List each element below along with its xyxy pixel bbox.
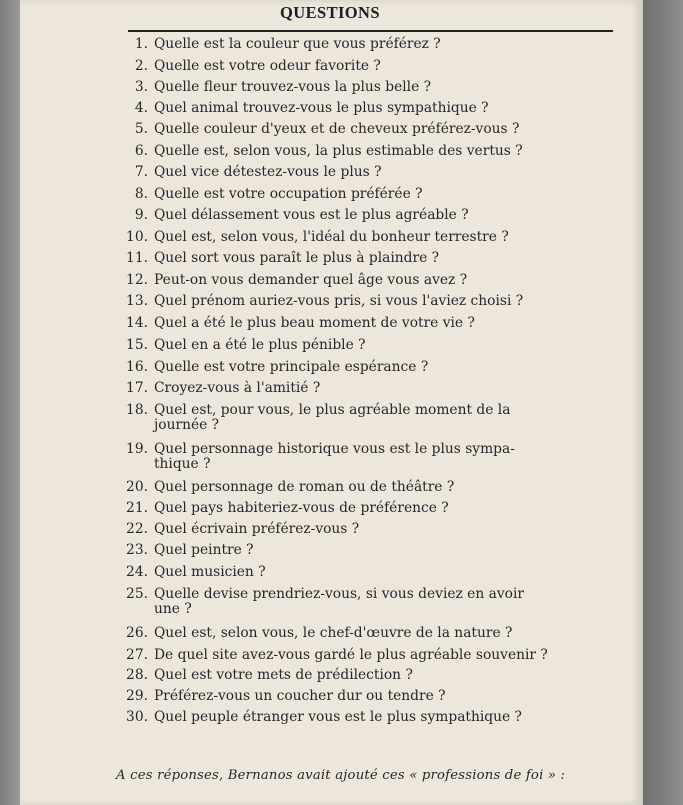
- question-text: Quel a été le plus beau moment de votre vie ?: [154, 315, 475, 331]
- question-text-continuation: journée ?: [154, 417, 220, 433]
- question-text-continuation: thique ?: [154, 456, 211, 472]
- question-item: [110, 122, 630, 137]
- question-text: Quelle est votre principale espérance ?: [154, 359, 429, 375]
- question-item: [110, 403, 630, 433]
- question-item: [110, 648, 630, 663]
- question-number: 30.: [126, 709, 148, 725]
- question-text: Quel est, selon vous, le chef-d'œuvre de la nature ?: [154, 625, 513, 641]
- page-title: QUESTIONS: [280, 3, 380, 22]
- question-item: [110, 710, 630, 725]
- question-text: Quel personnage de roman ou de théâtre ?: [154, 479, 455, 495]
- question-text: Quelle est votre odeur favorite ?: [154, 58, 381, 74]
- question-item: [110, 360, 630, 375]
- question-item: [110, 187, 630, 202]
- question-number: 22.: [126, 521, 148, 537]
- question-text: Quel sort vous paraît le plus à plaindre ?: [154, 250, 440, 266]
- question-item: [110, 668, 630, 683]
- question-number: 8.: [134, 186, 148, 202]
- question-item: [110, 37, 630, 52]
- question-item: [110, 522, 630, 537]
- question-number: 10.: [126, 229, 148, 245]
- question-item: [110, 144, 630, 159]
- question-text: Quel est votre mets de prédilection ?: [154, 667, 413, 683]
- question-number: 4.: [134, 100, 148, 116]
- question-number: 7.: [134, 164, 148, 180]
- question-item: [110, 294, 630, 309]
- question-item: [110, 316, 630, 331]
- question-text: Quel pays habiteriez-vous de préférence ?: [154, 500, 449, 516]
- question-number: 17.: [126, 380, 148, 396]
- question-item: [110, 208, 630, 223]
- question-number: 25.: [126, 586, 148, 602]
- question-item: [110, 501, 630, 516]
- question-number: 14.: [126, 315, 148, 331]
- question-number: 24.: [126, 564, 148, 580]
- question-item: [110, 338, 630, 353]
- question-item: [110, 381, 630, 396]
- question-text: Quel animal trouvez-vous le plus sympathique ?: [154, 100, 489, 116]
- question-item: [110, 251, 630, 266]
- scan-right-margin: [643, 0, 683, 805]
- question-item: [110, 565, 630, 580]
- question-number: 18.: [126, 402, 148, 418]
- question-number: 1.: [134, 36, 148, 52]
- footer-note: A ces réponses, Bernanos avait ajouté ces « professions de foi » :: [116, 768, 566, 783]
- question-number: 11.: [126, 250, 148, 266]
- question-text: Peut-on vous demander quel âge vous avez ?: [154, 272, 468, 288]
- question-item: [110, 442, 630, 472]
- question-number: 16.: [126, 359, 148, 375]
- question-text: Croyez-vous à l'amitié ?: [154, 380, 321, 396]
- question-text: Quel écrivain préférez-vous ?: [154, 521, 360, 537]
- question-number: 29.: [126, 688, 148, 704]
- question-number: 21.: [126, 500, 148, 516]
- question-item: [110, 689, 630, 704]
- question-number: 3.: [134, 79, 148, 95]
- question-number: 5.: [134, 121, 148, 137]
- question-text: Quelle est, selon vous, la plus estimable des vertus ?: [154, 143, 523, 159]
- question-number: 19.: [126, 441, 148, 457]
- question-number: 9.: [134, 207, 148, 223]
- question-text-continuation: une ?: [154, 601, 192, 617]
- question-text: Quel délassement vous est le plus agréable ?: [154, 207, 469, 223]
- question-number: 6.: [134, 143, 148, 159]
- question-number: 28.: [126, 667, 148, 683]
- question-number: 13.: [126, 293, 148, 309]
- question-text: Quel en a été le plus pénible ?: [154, 337, 366, 353]
- question-text: Quel peintre ?: [154, 542, 254, 558]
- question-text: Quelle devise prendriez-vous, si vous deviez en avoir: [154, 586, 524, 602]
- question-number: 2.: [134, 58, 148, 74]
- question-item: [110, 587, 630, 617]
- question-text: Quel vice détestez-vous le plus ?: [154, 164, 382, 180]
- question-text: Quel peuple étranger vous est le plus sympathique ?: [154, 709, 522, 725]
- title-underline: [128, 30, 613, 32]
- question-number: 27.: [126, 647, 148, 663]
- question-text: Quel est, selon vous, l'idéal du bonheur terrestre ?: [154, 229, 509, 245]
- question-item: [110, 80, 630, 95]
- book-page: [20, 0, 643, 805]
- question-text: Quelle est la couleur que vous préférez ?: [154, 36, 441, 52]
- question-item: [110, 165, 630, 180]
- question-number: 26.: [126, 625, 148, 641]
- question-number: 23.: [126, 542, 148, 558]
- question-text: Préférez-vous un coucher dur ou tendre ?: [154, 688, 446, 704]
- question-item: [110, 543, 630, 558]
- question-text: Quel prénom auriez-vous pris, si vous l'aviez choisi ?: [154, 293, 524, 309]
- question-number: 12.: [126, 272, 148, 288]
- question-item: [110, 626, 630, 641]
- question-item: [110, 273, 630, 288]
- question-item: [110, 59, 630, 74]
- question-text: Quelle est votre occupation préférée ?: [154, 186, 423, 202]
- question-text: Quelle fleur trouvez-vous la plus belle ?: [154, 79, 432, 95]
- question-item: [110, 230, 630, 245]
- scan-left-margin: [0, 0, 20, 805]
- question-text: Quelle couleur d'yeux et de cheveux préférez-vous ?: [154, 121, 520, 137]
- question-text: Quel musicien ?: [154, 564, 266, 580]
- question-number: 15.: [126, 337, 148, 353]
- question-item: [110, 480, 630, 495]
- question-text: Quel personnage historique vous est le plus sympa-: [154, 441, 515, 457]
- question-number: 20.: [126, 479, 148, 495]
- question-item: [110, 101, 630, 116]
- question-text: De quel site avez-vous gardé le plus agréable souvenir ?: [154, 647, 548, 663]
- question-text: Quel est, pour vous, le plus agréable moment de la: [154, 402, 511, 418]
